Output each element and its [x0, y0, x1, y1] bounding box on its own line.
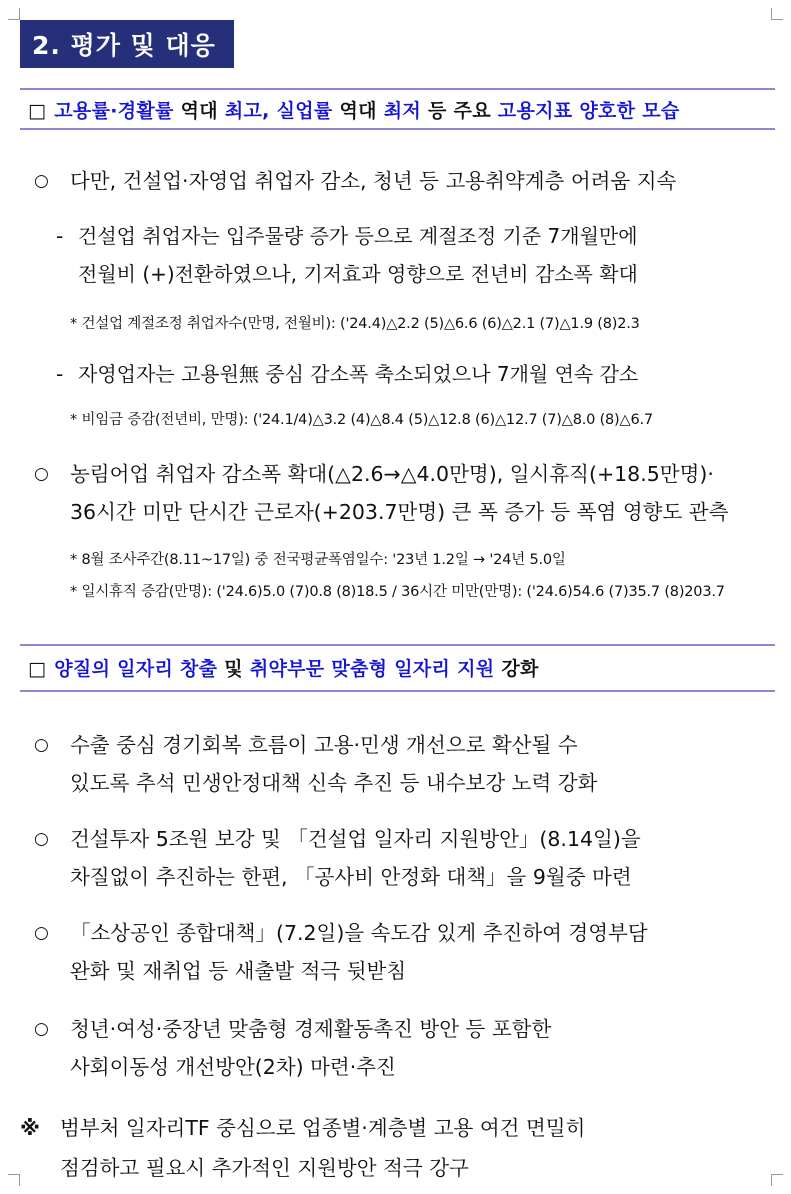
heading-rule-top [20, 88, 775, 90]
footnote: * 일시휴직 증감(만명): ('24.6)5.0 (7)0.8 (8)18.5 / 36시간 미만(만명): ('24.6)54.6 (7)35.7 (8)203.7 [70, 584, 725, 600]
list-item: ○ 「소상공인 종합대책」(7.2일)을 속도감 있게 추진하여 경영부담 완화 및 재취업 등 새출발 적극 뒷받침 [34, 914, 777, 990]
circle-bullet-icon: ○ [34, 735, 49, 755]
section-title: 2. 평가 및 대응 [20, 20, 234, 68]
list-item: ○ 농림어업 취업자 감소폭 확대(△2.6→△4.0만명), 일시휴직(+18.5만명)· 36시간 미만 단시간 근로자(+203.7만명) 큰 폭 증가 등 폭염 영향도 관측 [34, 455, 777, 531]
corner-mark [8, 8, 20, 20]
footnote: * 비임금 증감(전년비, 만명): ('24.1/4)△3.2 (4)△8.4 (5)△12.8 (6)△12.7 (7)△8.0 (8)△6.7 [70, 412, 653, 428]
footnote: * 8월 조사주간(8.11~17일) 중 전국평균폭염일수: '23년 1.2일 → '24년 5.0일 [70, 552, 566, 568]
circle-bullet-icon: ○ [34, 171, 49, 191]
footnote: * 건설업 계절조정 취업자수(만명, 전월비): ('24.4)△2.2 (5)△6.6 (6)△2.1 (7)△1.9 (8)2.3 [70, 316, 640, 332]
reference-mark-icon: ※ [20, 1116, 40, 1140]
square-bullet-icon: □ [28, 100, 47, 122]
heading-rule-bottom [20, 128, 775, 130]
heading-rule-bottom [20, 690, 775, 692]
circle-bullet-icon: ○ [34, 464, 49, 484]
reference-note: ※ 범부처 일자리TF 중심으로 업종별·계층별 고용 여건 면밀히 점검하고 필요시 추가적인 지원방안 적극 강구 [20, 1108, 777, 1188]
list-item: ○ 수출 중심 경기회복 흐름이 고용·민생 개선으로 확산될 수 있도록 추석 민생안정대책 신속 추진 등 내수보강 노력 강화 [34, 726, 777, 802]
list-item: ○ 다만, 건설업·자영업 취업자 감소, 청년 등 고용취약계층 어려움 지속 [34, 162, 777, 200]
heading-1: □ 고용률·경활률 역대 최고, 실업률 역대 최저 등 주요 고용지표 양호한 모습 [28, 100, 680, 122]
dash-bullet-icon: - [56, 224, 64, 248]
list-item: ○ 건설투자 5조원 보강 및 「건설업 일자리 지원방안」(8.14일)을 차질없이 추진하는 한편, 「공사비 안정화 대책」을 9월중 마련 [34, 820, 777, 896]
square-bullet-icon: □ [28, 658, 47, 680]
corner-mark [8, 1174, 20, 1186]
list-item: ○ 청년·여성·중장년 맞춤형 경제활동촉진 방안 등 포함한 사회이동성 개선방안(2차) 마련·추진 [34, 1010, 777, 1086]
circle-bullet-icon: ○ [34, 923, 49, 943]
list-item: - 건설업 취업자는 입주물량 증가 등으로 계절조정 기준 7개월만에 전월비 (+)전환하였으나, 기저효과 영향으로 전년비 감소폭 확대 [56, 217, 777, 293]
heading-2: □ 양질의 일자리 창출 및 취약부문 맞춤형 일자리 지원 강화 [28, 658, 539, 680]
corner-mark [771, 8, 783, 20]
list-item: - 자영업자는 고용원無 중심 감소폭 축소되었으나 7개월 연속 감소 [56, 355, 777, 393]
dash-bullet-icon: - [56, 362, 64, 386]
circle-bullet-icon: ○ [34, 1019, 49, 1039]
heading-rule-top [20, 644, 775, 646]
circle-bullet-icon: ○ [34, 829, 49, 849]
